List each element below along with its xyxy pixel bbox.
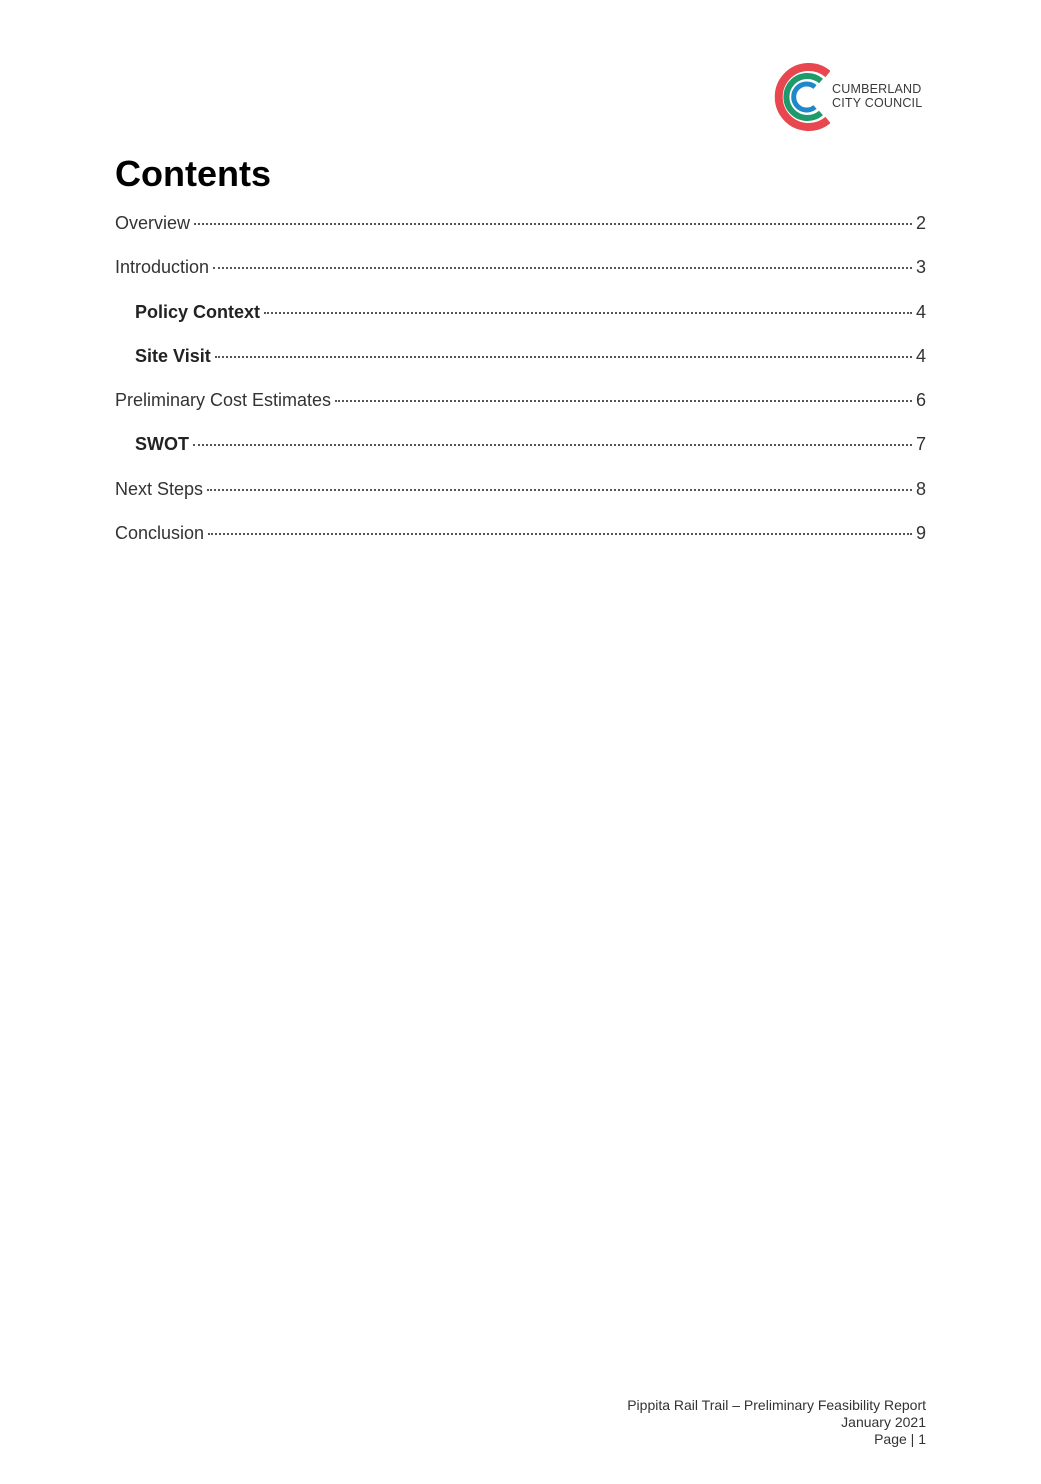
toc-page-number: 9 [915,523,926,544]
toc-page-number: 2 [915,213,926,233]
toc-page-number: 6 [915,390,926,411]
toc-entry-label: Conclusion [115,523,205,544]
toc-entry-label: SWOT [135,434,189,455]
toc-dot-leader [215,356,912,358]
logo-line-1: CUMBERLAND [832,82,922,96]
toc-dot-leader [213,267,912,269]
page-footer [627,1397,926,1448]
toc-entry-next-steps[interactable] [115,479,926,523]
council-logo [768,60,928,134]
toc-entry-preliminary-cost-estimates[interactable] [115,390,926,434]
footer-page-number: Page | 1 [874,1431,926,1447]
toc-entry-swot[interactable] [115,434,926,478]
toc-entry-introduction[interactable] [115,257,926,301]
toc-entry-conclusion[interactable] [115,523,926,567]
council-logo-text [832,82,922,110]
toc-dot-leader [207,489,912,491]
toc-page-number: 4 [915,345,926,366]
toc-dot-leader [264,312,912,314]
toc-entry-label: Preliminary Cost Estimates [115,390,332,411]
toc-entry-label: Next Steps [115,478,204,499]
toc-dot-leader [194,223,912,225]
toc-dot-leader [193,444,912,446]
toc-entry-policy-context[interactable] [115,302,926,346]
toc-dot-leader [335,400,912,402]
page-title: Contents [115,153,271,194]
toc-entry-site-visit[interactable] [115,346,926,390]
logo-line-2: CITY COUNCIL [832,96,923,110]
toc-entry-label: Introduction [115,257,210,278]
toc-entry-label: Overview [115,213,191,233]
toc-entry-label: Site Visit [135,345,211,366]
toc-page-number: 7 [915,434,926,455]
toc-entry-overview[interactable] [115,213,926,257]
table-of-contents [115,213,926,567]
footer-date: January 2021 [841,1414,926,1430]
footer-report-title: Pippita Rail Trail – Preliminary Feasibility Report [627,1397,926,1413]
council-logo-icon [768,60,830,134]
toc-entry-label: Policy Context [135,301,261,322]
toc-page-number: 3 [915,257,926,278]
toc-page-number: 4 [915,301,926,322]
toc-dot-leader [208,533,912,535]
toc-page-number: 8 [915,478,926,499]
